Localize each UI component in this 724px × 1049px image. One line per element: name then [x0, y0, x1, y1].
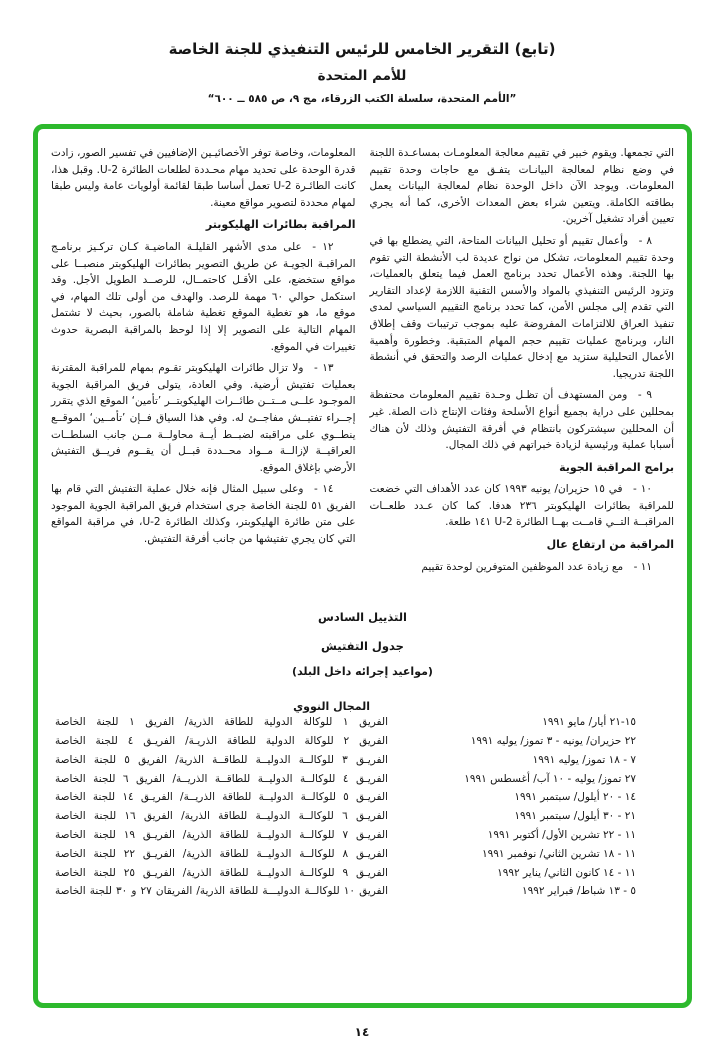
schedule-row — [55, 826, 670, 845]
paragraph-13: ١٣ - ولا تزال طائرات الهليكوبتر تقـوم بمهام للمراقبة المقترنة بعمليات تفتيش أرضية. وفي العادة، يتولى فريق المراقبة الجوية الموجـود علــى مــتــن طائــرات الهليكوبتــر ’تأمين‘ الموقع الذي يتقرر إجــراء تفتيــش مفاجــئ له. وفي هذا السياق فــإن ’تأمــين‘ الموقــع ينطــوي على مراقبته لضبــط أيــة محاولــة مــن جانب السلطــات العراقيــة لإزالــة مــواد محــددة قبــل أن يقــوم فريــق التفتيش الأرضي بإغلاق الموقع. — [51, 362, 356, 474]
paragraph-8: ٨ - وأعمال تقييم أو تحليل البيانات المتاحة، التي يضطلع بها في وحدة تقييم المعلومات، تشكل من نواح عديدة لب الأنشطة التي تقوم بها اللجنة. وهذه الأعمال تحدد برنامج العمل فيما يتعلق بالعمليات، وتزود الرئيس التنفيذي بالمواد والأسس التقنية اللازمة لإعداد التقارير التي تقدم إلى مجلس الأمن، كما تحدد برنامج التقييم السياسي لمدى تنفيذ العراق للالتزامات المفروضة عليه بموجب ترتيبات وقف إطلاق النار، وبرنامج عمليات تقييم حجم المهام المتبقية. وخطورة وأهمية الأعمال التحليلية ستزيد مع إدخال عمليات الرصد والتحقق في أنشطة اللجنة تدريجيا. — [369, 234, 674, 380]
paragraph-12: ١٢ - على مدى الأشهر القليلـة الماضيـة كـان تركـيز برنامـج المراقبـة الجويـة عن طريق التصوير بطائرات الهليكوبتر منصبــا على مواقع ستخضع، على الأقـل كاحتمــال، للرصــد الطويل الأجل. وقد استكمل حوالي ٦٠ مهمة للرصد. والهدف من أولى تلك المهام، في موقع ما، هو تغطية الموقع تغطية شاملة بالصور، بحيث لا تشتمل المهام التالية على التصوير إلا إذا لوحظ بالمراقبة البصرية حدوث تغييرات في الموقع. — [51, 240, 356, 353]
team-cell: الفريـق ٦ للوكالــة الدوليــة للطاقة الذرية/ الفريق ١٦ للجنة الخاصة — [55, 810, 388, 823]
column-right — [370, 145, 675, 580]
schedule-row — [55, 751, 670, 770]
team-cell: الفريـق ٥ للوكالــة الدوليــة للطاقة الذريــة/ الفريـق ١٤ للجنة الخاصة — [55, 791, 388, 804]
schedule-row — [55, 713, 670, 732]
schedule-row — [55, 732, 670, 751]
team-cell: الفريق ٢ للوكالة الدولية للطاقة الذريـة/ الفريـق ٤ للجنة الخاصة — [55, 735, 388, 748]
paragraph-10: ١٠ - في ١٥ حزيران/ يونيه ١٩٩٣ كان عدد الأهداف التي خضعت للمراقبة بطائرات الهليكوبتر ٢٣٦ هدفا. كما كان عـدد طلعــات المراقبــة التــي قامــت بهــا الطائرة U-2 ١٤١ طلعة. — [369, 483, 675, 529]
two-column-body — [51, 145, 674, 580]
schedule-row — [55, 788, 670, 807]
section-heading-aerial-surveillance-programs: برامج المراقبة الجوية — [559, 460, 674, 474]
schedule-field-heading: المجال النووي — [293, 700, 370, 714]
date-cell: ١١ - ١٤ كانون الثاني/ يناير ١٩٩٢ — [497, 866, 636, 879]
date-cell: ٢٢ حزيران/ يونيه - ٣ تموز/ يوليه ١٩٩١ — [470, 735, 636, 748]
paragraph-9: ٩ - ومن المستهدف أن تظـل وحـدة تقييم المعلومات محتفظة بمحللين على دراية بجميع أنواع الأسلحة وفئات الإنتاج ذات الصلة. غير أن المحللين سيشتركون بانتظام في أفرقة التفتيش وذلك لأن هناك أسبابا عملية ورئيسية لزيادة خبراتهم في ذلك المجال. — [369, 389, 674, 452]
date-cell: ١١ - ٢٢ تشرين الأول/ أكتوبر ١٩٩١ — [487, 829, 636, 842]
schedule-row — [55, 807, 670, 826]
section-heading-high-altitude-surveillance: المراقبة من ارتفاع عال — [546, 538, 674, 552]
date-cell: ٢٧ تموز/ يوليه - ١٠ آب/ أغسطس ١٩٩١ — [464, 772, 636, 785]
date-cell: ١٤ - ٢٠ أيلول/ سبتمبر ١٩٩١ — [514, 791, 636, 804]
report-subtitle: للأمم المتحدة — [317, 67, 407, 84]
team-cell: الفريق ١ للوكالة الدولية للطاقة الذرية/ الفريق ١ للجنة الخاصة — [55, 716, 388, 729]
schedule-field-heading-row — [55, 700, 670, 713]
column-left — [51, 145, 356, 580]
schedule-row — [55, 864, 670, 883]
page-number: ١٤ — [354, 1025, 370, 1039]
team-cell: الفريـق ٧ للوكالــة الدوليــة للطاقة الذرية/ الفريـق ١٩ للجنة الخاصة — [55, 829, 388, 842]
schedule-row — [55, 845, 670, 864]
team-cell: الفريـق ٤ للوكالــة الدوليــة للطاقــة الذريــة/ الفريق ٦ للجنة الخاصة — [55, 772, 388, 785]
appendix-subtitle: جدول التفتيش — [321, 639, 404, 654]
report-title: (تابع) التقرير الخامس للرئيس التنفيذي للجنة الخاصة — [168, 40, 556, 58]
date-cell: ١٥-٢١ أيار/ مايو ١٩٩١ — [542, 716, 636, 729]
schedule-row — [55, 770, 670, 789]
paragraph-11: ١١ - مع زيادة عدد الموظفين المتوفرين لوحدة تقييم — [421, 560, 652, 573]
section-heading-helicopter-surveillance: المراقبة بطائرات الهليكوبتر — [205, 218, 356, 232]
paragraph-continuation: التي تجمعها. ويقوم خبير في تقييم معالجة المعلومـات بمساعـدة اللجنة في وضع نظام لمعالجة البيانـات يتفـق مع حاجات وحدة تقييم المعلومات. ويوجد الآن داخل الوحدة نظام لمعالجة البيانات يعمل بطاقته الكاملة. ويتعين شراء بعض المعدات الأخرى، كما أنه يجري تعيين أفراد تشغيل آخرين. — [369, 147, 674, 226]
appendix-heading-block — [51, 610, 674, 678]
date-cell: ٢١ - ٣٠ أيلول/ سبتمبر ١٩٩١ — [514, 810, 636, 823]
green-border-content-box — [33, 124, 692, 1008]
date-cell: ٧ - ١٨ تموز/ يوليه ١٩٩١ — [532, 753, 636, 766]
date-cell: ٥ - ١٣ شباط/ فبراير ١٩٩٢ — [522, 885, 636, 898]
document-header — [0, 38, 724, 105]
team-cell: الفريـق ٣ للوكالــة الدوليــة للطاقــة الذرية/ الفريق ٥ للجنة الخاصة — [55, 753, 388, 766]
paragraph-14: ١٤ - وعلى سبيل المثال فإنه خلال عملية التفتيش التي قام بها الفريق ٥١ للجنة الخاصة جرى استخدام فريق المراقبة الجوية الموجود على متن طائرة الهليكوبتر، وكذلك الطائرة U-2، في مراقبة المواقع التي كان يجري تفتيشها من جانب أفرقة التفتيش. — [51, 483, 356, 546]
appendix-title: التذييل السادس — [318, 610, 407, 625]
paragraph-11-continuation: المعلومات، وخاصة توفر الأخصائيـين الإضافيين في تفسير الصور، زادت قدرة الوحدة على تحديد مهام محـددة لطلعات الطائرة U-2. وقبل هذا، كانت الطائـرة U-2 تعمل أساسا طبقا لقائمة أولويات عامة وليس طبقا لمهام محددة لتصوير مواقع معينة. — [51, 147, 356, 209]
source-citation: ”الأمم المتحدة، سلسلة الكتب الزرقاء، مج ٩، ص ٥٨٥ ــ ٦٠٠“ — [207, 92, 517, 105]
inspection-schedule-table — [51, 700, 674, 901]
schedule-row — [55, 882, 670, 901]
date-cell: ١١ - ١٨ تشرين الثاني/ نوفمبر ١٩٩١ — [481, 847, 636, 860]
team-cell: الفريـق ٩ للوكالــة الدوليــة للطاقة الذرية/ الفريـق ٢٥ للجنة الخاصة — [55, 866, 388, 879]
team-cell: الفريـق ٨ للوكالــة الدوليــة للطاقة الذرية/ الفريـق ٢٢ للجنة الخاصة — [55, 847, 388, 860]
appendix-note: (مواعيد إجرائه داخل البلد) — [292, 665, 433, 679]
team-cell: الفريق ١٠ للوكالــة الدوليـــة للطاقة الذرية/ الفريقان ٢٧ و ٣٠ للجنة الخاصة — [55, 885, 388, 898]
